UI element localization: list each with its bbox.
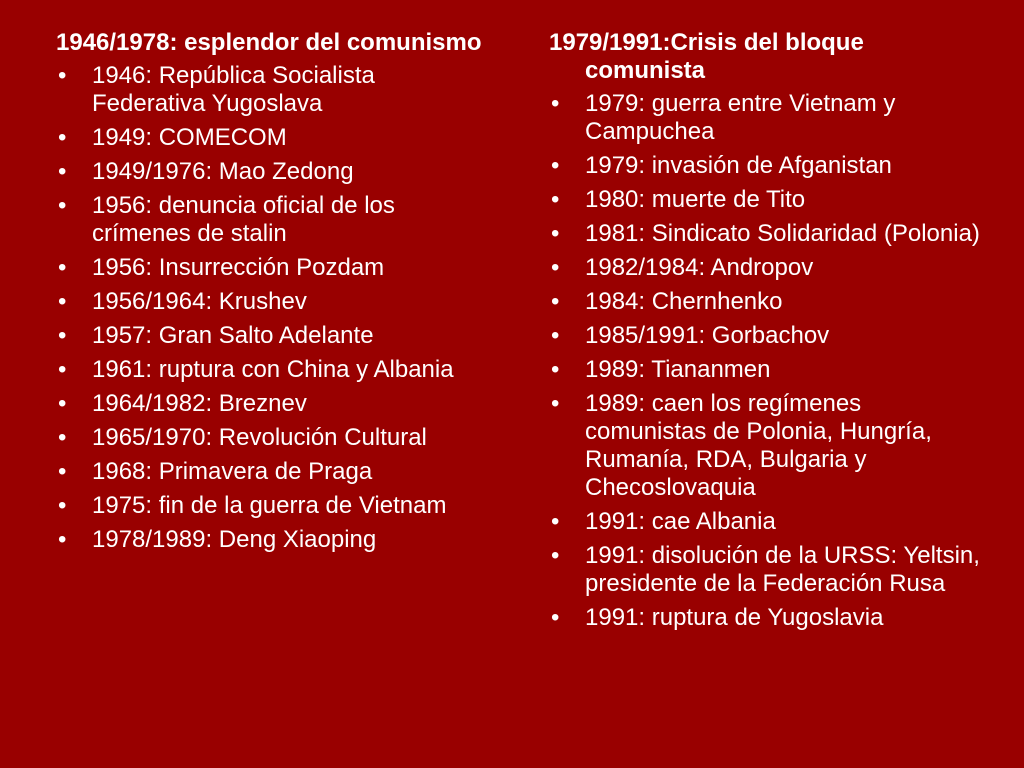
- left-column-title: 1946/1978: esplendor del comunismo: [56, 29, 482, 56]
- bullet-icon: •: [551, 186, 560, 213]
- bullet-icon: •: [551, 322, 560, 349]
- bullet-icon: •: [551, 508, 560, 535]
- list-item: [549, 90, 989, 146]
- list-item: [549, 356, 989, 384]
- list-item-text: 1979: guerra entre Vietnam y Campuchea: [585, 90, 896, 145]
- list-item-text: 1989: Tiananmen: [585, 356, 771, 383]
- list-item-text: 1991: ruptura de Yugoslavia: [585, 604, 884, 631]
- list-item-text: 1949/1976: Mao Zedong: [92, 158, 354, 185]
- list-item-text: 1991: disolución de la URSS: Yeltsin, presidente de la Federación Rusa: [585, 542, 980, 597]
- list-item: [56, 458, 486, 486]
- bullet-icon: •: [551, 604, 560, 631]
- list-item-text: 1968: Primavera de Praga: [92, 458, 373, 485]
- list-item-text: 1965/1970: Revolución Cultural: [92, 424, 427, 451]
- list-item: [56, 492, 486, 520]
- bullet-icon: •: [58, 356, 67, 383]
- right-column-title: 1979/1991:Crisis del bloque comunista: [549, 29, 864, 84]
- list-item-text: 1961: ruptura con China y Albania: [92, 356, 454, 383]
- list-item: [549, 186, 989, 214]
- bullet-icon: •: [58, 62, 67, 89]
- bullet-icon: •: [551, 288, 560, 315]
- list-item-text: 1984: Chernhenko: [585, 288, 783, 315]
- bullet-icon: •: [58, 390, 67, 417]
- list-item: [56, 322, 486, 350]
- list-item: [56, 124, 486, 152]
- list-item-text: 1956/1964: Krushev: [92, 288, 307, 315]
- bullet-icon: •: [551, 356, 560, 383]
- bullet-icon: •: [551, 390, 560, 417]
- list-item-text: 1946: República Socialista Federativa Yugoslava: [92, 62, 375, 117]
- list-item: [56, 526, 486, 554]
- bullet-icon: •: [551, 220, 560, 247]
- list-item: [549, 604, 989, 632]
- bullet-icon: •: [58, 192, 67, 219]
- bullet-icon: •: [551, 542, 560, 569]
- list-item-text: 1949: COMECOM: [92, 124, 287, 151]
- list-item-text: 1964/1982: Breznev: [92, 390, 307, 417]
- list-item: [56, 356, 486, 384]
- list-item: [549, 390, 989, 502]
- list-item: [56, 62, 486, 118]
- bullet-icon: •: [551, 152, 560, 179]
- bullet-icon: •: [58, 158, 67, 185]
- list-item-text: 1985/1991: Gorbachov: [585, 322, 830, 349]
- list-item: [549, 542, 989, 598]
- left-column: [56, 29, 486, 560]
- list-item-text: 1978/1989: Deng Xiaoping: [92, 526, 377, 553]
- list-item-text: 1956: denuncia oficial de los crímenes de stalin: [92, 192, 395, 247]
- list-item: [56, 192, 486, 248]
- bullet-icon: •: [58, 458, 67, 485]
- bullet-icon: •: [58, 526, 67, 553]
- list-item-text: 1991: cae Albania: [585, 508, 776, 535]
- list-item: [549, 322, 989, 350]
- list-item-text: 1975: fin de la guerra de Vietnam: [92, 492, 447, 519]
- list-item-text: 1982/1984: Andropov: [585, 254, 814, 281]
- list-item: [549, 254, 989, 282]
- list-item: [549, 152, 989, 180]
- list-item: [549, 220, 989, 248]
- list-item: [56, 390, 486, 418]
- list-item: [549, 288, 989, 316]
- list-item-text: 1989: caen los regímenes comunistas de Polonia, Hungría, Rumanía, RDA, Bulgaria y Checoslovaquia: [585, 390, 932, 501]
- right-column: [549, 29, 989, 638]
- list-item-text: 1981: Sindicato Solidaridad (Polonia): [585, 220, 980, 247]
- list-item-text: 1957: Gran Salto Adelante: [92, 322, 374, 349]
- list-item-text: 1956: Insurrección Pozdam: [92, 254, 385, 281]
- bullet-icon: •: [58, 424, 67, 451]
- list-item: [56, 424, 486, 452]
- right-item-list: [549, 90, 989, 632]
- list-item: [549, 508, 989, 536]
- bullet-icon: •: [551, 90, 560, 117]
- bullet-icon: •: [58, 288, 67, 315]
- list-item: [56, 158, 486, 186]
- list-item-text: 1980: muerte de Tito: [585, 186, 806, 213]
- bullet-icon: •: [551, 254, 560, 281]
- left-item-list: [56, 62, 486, 554]
- list-item: [56, 254, 486, 282]
- bullet-icon: •: [58, 492, 67, 519]
- list-item: [56, 288, 486, 316]
- bullet-icon: •: [58, 322, 67, 349]
- bullet-icon: •: [58, 124, 67, 151]
- list-item-text: 1979: invasión de Afganistan: [585, 152, 892, 179]
- bullet-icon: •: [58, 254, 67, 281]
